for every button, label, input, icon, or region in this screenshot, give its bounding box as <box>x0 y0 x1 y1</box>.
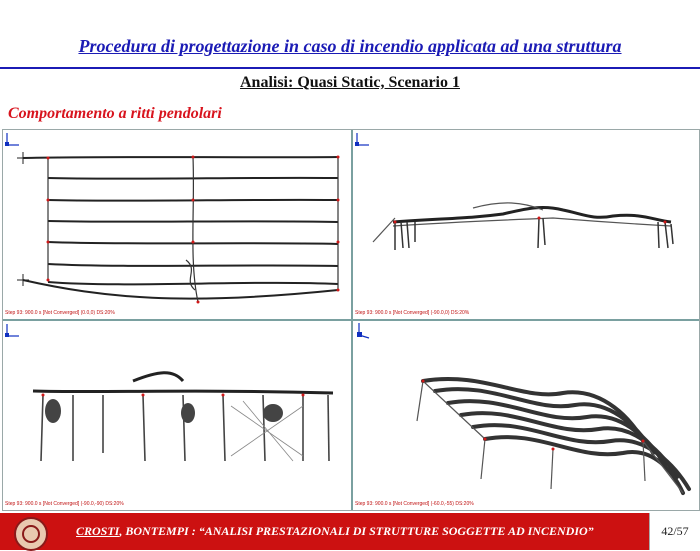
page-number: 42/57 <box>649 513 700 550</box>
axes-icon <box>353 321 371 339</box>
footer-credit <box>76 524 594 539</box>
axes-icon <box>3 130 21 148</box>
analysis-subtitle: Analisi: Quasi Static, Scenario 1 <box>239 74 460 91</box>
section-label: Comportamento a ritti pendolari <box>8 105 222 122</box>
panel-status-text: Step 93: 900.0 s [Not Converged] (-90.0,0) DS:20% <box>355 310 470 316</box>
title-divider <box>0 67 700 69</box>
panel-status-text: Step 93: 900.0 s [Not Converged] (0.0,0) DS:20% <box>5 310 115 316</box>
panel-status-text: Step 93: 900.0 s [Not Converged] (-60.0,-55) DS:20% <box>355 501 474 507</box>
footer-author-underlined: CROSTI <box>76 524 120 538</box>
page-title: Procedura di progettazione in caso di incendio applicata ad una struttura <box>78 36 622 56</box>
structural-views-grid <box>2 129 700 511</box>
axes-icon <box>353 130 371 148</box>
view-front[interactable] <box>3 321 350 509</box>
footer-credit-rest: , BONTEMPI : “ANALISI PRESTAZIONALI DI STRUTTURE SOGGETTE AD INCENDIO” <box>119 524 594 538</box>
axes-icon <box>3 321 21 339</box>
view-isometric[interactable] <box>353 321 699 509</box>
footer-bar <box>0 513 700 550</box>
isometric-view-drawing <box>353 321 699 509</box>
view-elevation[interactable] <box>353 130 699 318</box>
view-plan[interactable] <box>3 130 350 318</box>
panel-status-text: Step 93: 900.0 s [Not Converged] (-90.0,-90) DS:20% <box>5 501 124 507</box>
elevation-view-drawing <box>353 130 699 318</box>
front-view-drawing <box>3 321 350 509</box>
plan-view-drawing <box>3 130 350 318</box>
university-seal-logo <box>14 517 48 551</box>
